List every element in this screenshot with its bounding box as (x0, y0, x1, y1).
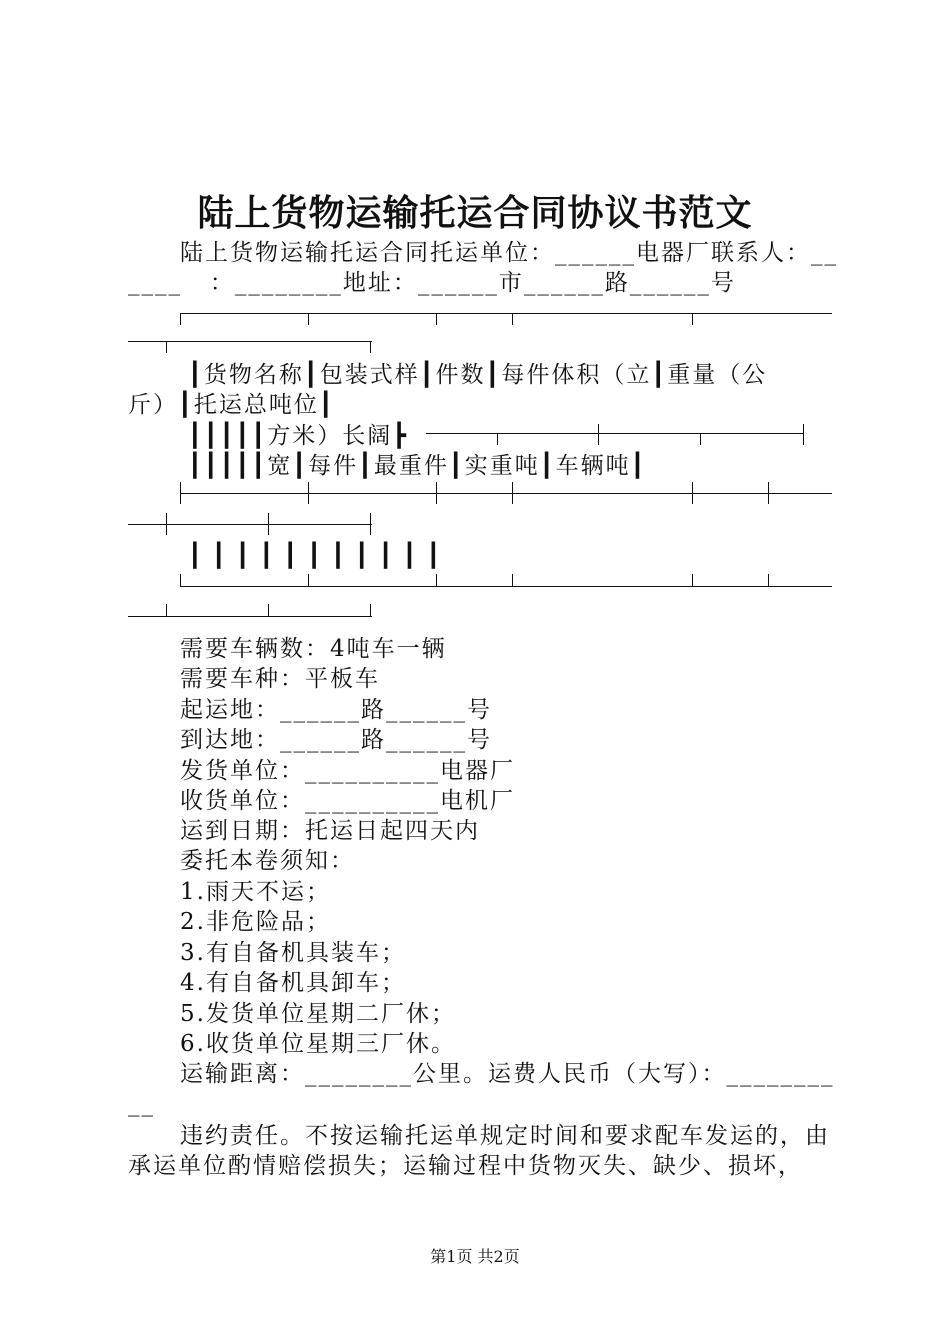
notice-item: 5.发货单位星期二厂休； (180, 1001, 456, 1027)
intro-line-2: ____ ：________地址：______市______路______号 (128, 270, 736, 296)
table-header-row-3: ┃┃┃┃┃方米）长阔┣ (188, 423, 409, 449)
notice-item: 4.有自备机具卸车； (180, 970, 406, 996)
shipper: 发货单位：__________电器厂 (180, 758, 515, 784)
table-body-row: ┃┃┃┃┃┃┃┃┃┃┃ (188, 543, 451, 569)
document-title: 陆上货物运输托运合同协议书范文 (197, 192, 753, 234)
table-header-row-4: ┃┃┃┃┃宽┃每件┃最重件┃实重吨┃车辆吨┃ (188, 453, 647, 479)
table-header-row-1: ┃货物名称┃包装式样┃件数┃每件体积（立┃重量（公 (188, 362, 768, 388)
arrival-date: 运到日期：托运日起四天内 (180, 818, 480, 844)
origin: 起运地：______路______号 (180, 697, 492, 723)
notice-item: 1.雨天不运； (180, 879, 331, 905)
notice-item: 6.收货单位星期三厂休。 (180, 1031, 456, 1057)
liability-line-1: 违约责任。不按运输托运单规定时间和要求配车发运的，由 (180, 1123, 830, 1149)
destination: 到达地：______路______号 (180, 727, 492, 753)
vehicle-count: 需要车辆数：4吨车一辆 (180, 636, 447, 662)
notice-item: 2.非危险品； (180, 909, 331, 935)
distance-line: 运输距离：________公里。运费人民币（大写）：________ (180, 1061, 835, 1087)
consignee: 收货单位：__________电机厂 (180, 788, 515, 814)
liability-line-2: 承运单位酌情赔偿损失；运输过程中货物灭失、缺少、损坏， (128, 1153, 803, 1179)
distance-continuation: __ (128, 1091, 155, 1117)
notice-item: 3.有自备机具装车； (180, 940, 406, 966)
notice-title: 委托本卷须知： (180, 848, 355, 874)
table-header-row-2: 斤）┃托运总吨位┃ (128, 392, 335, 418)
intro-line-1: 陆上货物运输托运合同托运单位：______电器厂联系人：__ (180, 240, 838, 266)
vehicle-type: 需要车种：平板车 (180, 666, 380, 692)
page-footer: 第1页 共2页 (430, 1247, 520, 1266)
